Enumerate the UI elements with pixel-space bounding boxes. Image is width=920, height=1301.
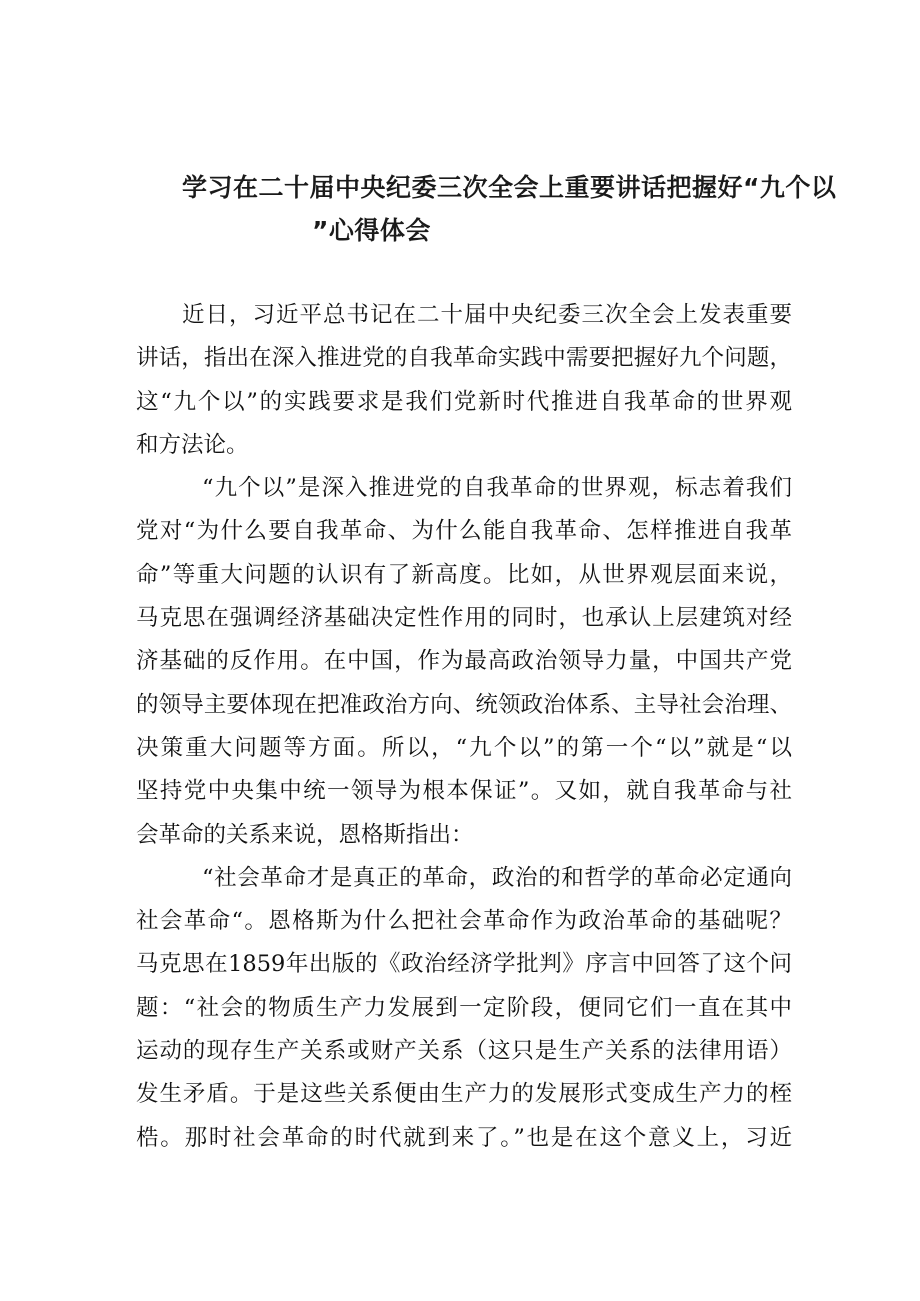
text-line: 党对“为什么要自我革命、为什么能自我革命、怎样推进自我革	[136, 518, 792, 545]
text-line: 近日，习近平总书记在二十届中央纪委三次全会上发表重要	[182, 302, 792, 328]
text-line: 会革命的关系来说，恩格斯指出：	[136, 821, 474, 848]
text-line: 坚持党中央集中统一领导为根本保证”。又如，就自我革命与社	[136, 778, 792, 805]
text-line: 社会革命“。恩格斯为什么把社会革命作为政治革命的基础呢？	[136, 908, 792, 935]
text-line: “社会革命才是真正的革命，政治的和哲学的革命必定通向	[202, 864, 792, 891]
text-line: 的领导主要体现在把准政治方向、统领政治体系、主导社会治理、	[136, 691, 792, 718]
text-line: 决策重大问题等方面。所以，“九个以”的第一个“以”就是“以	[136, 734, 792, 761]
paragraph	[136, 294, 792, 467]
text-line: 发生矛盾。于是这些关系便由生产力的发展形式变成生产力的桎	[136, 1081, 792, 1108]
document-title	[182, 166, 837, 252]
text-line: 和方法论。	[136, 431, 249, 458]
text-line: 运动的现存生产关系或财产关系（这只是生产关系的法律用语）	[136, 1038, 792, 1065]
document-body	[136, 294, 792, 1160]
paragraph	[136, 857, 792, 1160]
title-line: ”心得体会	[312, 216, 431, 245]
text-line: 马克思在1859年出版的《政治经济学批判》序言中回答了这个问	[136, 951, 792, 978]
text-line: 讲话，指出在深入推进党的自我革命实践中需要把握好九个问题，	[136, 345, 792, 372]
text-line: 命”等重大问题的认识有了新高度。比如，从世界观层面来说，	[136, 561, 792, 588]
text-line: 济基础的反作用。在中国，作为最高政治领导力量，中国共产党	[136, 648, 792, 675]
text-line: 梏。那时社会革命的时代就到来了。”也是在这个意义上，习近	[136, 1124, 792, 1151]
text-line: 马克思在强调经济基础决定性作用的同时，也承认上层建筑对经	[136, 605, 792, 632]
title-line: 学习在二十届中央纪委三次全会上重要讲话把握好“九个以	[182, 173, 837, 202]
paragraph	[136, 467, 792, 857]
text-line: “九个以”是深入推进党的自我革命的世界观，标志着我们	[202, 475, 792, 502]
text-line: 题：“社会的物质生产力发展到一定阶段，便同它们一直在其中	[136, 994, 792, 1021]
text-line: 这“九个以”的实践要求是我们党新时代推进自我革命的世界观	[136, 388, 792, 415]
